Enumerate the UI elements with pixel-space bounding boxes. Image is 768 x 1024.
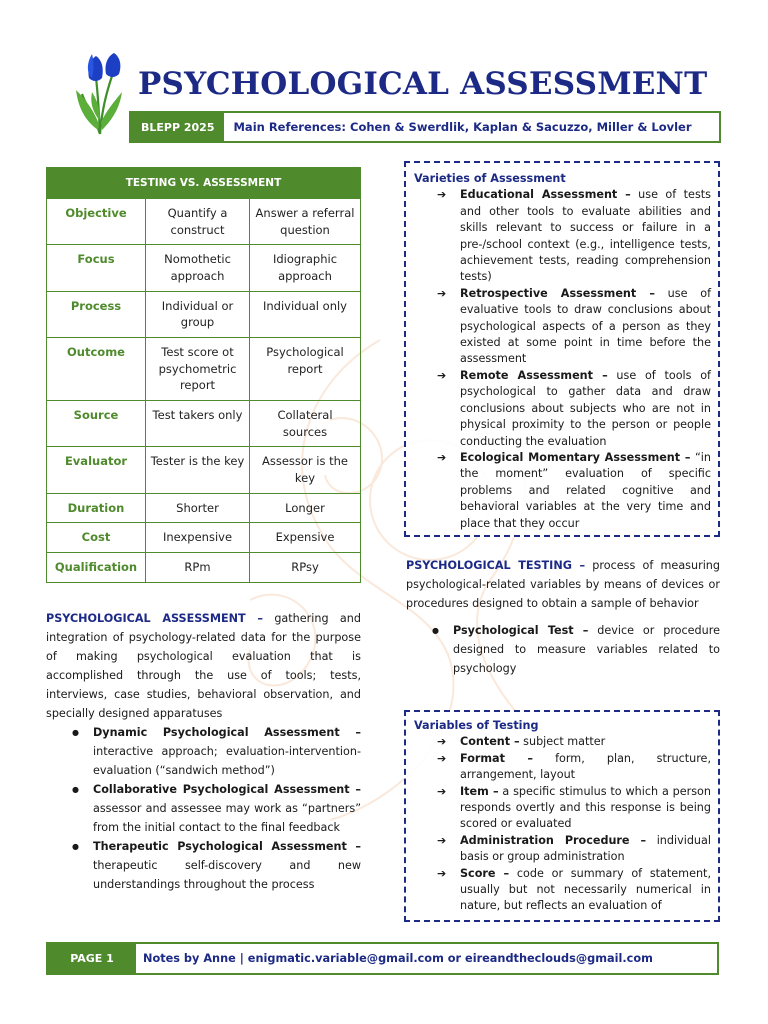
testing-term: PSYCHOLOGICAL TESTING – (406, 559, 586, 572)
item-text: therapeutic self-discovery and new understandings throughout the process (93, 859, 361, 891)
assessment-types-list (46, 723, 361, 894)
item-term: Item – (460, 784, 499, 798)
list-item (414, 286, 711, 368)
list-item (414, 866, 711, 915)
item-text: interactive approach; evaluation-intervention-evaluation (“sandwich method”) (93, 745, 361, 777)
list-item (46, 723, 361, 780)
testing-definition (406, 556, 720, 678)
variables-title: Variables of Testing (414, 719, 539, 732)
varieties-title: Varieties of Assessment (414, 172, 566, 185)
item-term: Retrospective Assessment – (460, 286, 655, 300)
item-text: form, plan, structure, arrangement, layout (460, 751, 711, 782)
page-title: PSYCHOLOGICAL ASSESSMENT (138, 66, 708, 102)
list-item (414, 751, 711, 784)
item-term: Score – (460, 866, 510, 880)
item-term: Content – (460, 735, 520, 749)
testing-cell: Test takers only (146, 401, 250, 447)
item-term: Ecological Momentary Assessment – (460, 450, 691, 464)
variables-box (404, 710, 720, 922)
list-item (46, 780, 361, 837)
testing-cell: Test score ot psychometric report (146, 338, 250, 401)
item-text: individual basis or group administration (460, 833, 711, 864)
tulip-icon (72, 50, 128, 136)
testing-list (406, 621, 720, 678)
table-row (47, 199, 361, 245)
list-item (414, 833, 711, 866)
table-title: TESTING VS. ASSESSMENT (47, 168, 361, 199)
assessment-cell: Individual only (250, 291, 361, 337)
row-label: Source (47, 401, 146, 447)
assessment-cell: Longer (250, 493, 361, 523)
item-term: Dynamic Psychological Assessment – (93, 726, 361, 739)
row-label: Cost (47, 523, 146, 553)
testing-cell: Nomothetic approach (146, 245, 250, 291)
list-item (414, 368, 711, 450)
item-text: code or summary of statement, usually but not necessarily numerical in nature, but reflects an evaluation of (460, 866, 712, 913)
list-item (414, 784, 711, 833)
list-item (406, 621, 720, 678)
testing-cell: Inexpensive (146, 523, 250, 553)
variables-list (414, 734, 711, 914)
table-row (47, 447, 361, 493)
table-row (47, 493, 361, 523)
assessment-cell: Assessor is the key (250, 447, 361, 493)
row-label: Duration (47, 493, 146, 523)
list-item (414, 734, 711, 750)
item-term: Format – (460, 751, 533, 765)
assessment-cell: Expensive (250, 523, 361, 553)
table-row (47, 338, 361, 401)
row-label: Process (47, 291, 146, 337)
varieties-list (414, 187, 711, 532)
item-term: Educational Assessment – (460, 188, 631, 202)
exam-tag: BLEPP 2025 (131, 113, 224, 141)
item-term: Remote Assessment – (460, 368, 608, 382)
item-text: device or procedure designed to measure variables related to psychology (453, 624, 720, 675)
assessment-text: gathering and integration of psychology-related data for the purpose of making psychological evaluation that is accomplished through the use of tools; tests, interviews, case studies, behavioral observation, and specially designed apparatuses (46, 612, 361, 720)
item-text: a specific stimulus to which a person responds overtly and this response is being scored or evaluated (460, 784, 711, 831)
assessment-cell: Psychological report (250, 338, 361, 401)
row-label: Focus (47, 245, 146, 291)
assessment-cell: Answer a referral question (250, 199, 361, 245)
assessment-definition (46, 609, 361, 894)
item-text: use of evaluative tools to draw conclusions about psychological aspects of a person as they existed at some point in time before the assessment (460, 286, 712, 366)
testing-cell: Shorter (146, 493, 250, 523)
footer-notes: Notes by Anne | enigmatic.variable@gmail.com or eireandtheclouds@gmail.com (143, 952, 653, 965)
item-text: use of tests and other tools to evaluate abilities and skills relevant to success or failure in a pre-/school context (e.g., intelligence tests, achievement tests, reading comprehension tests) (460, 188, 711, 284)
item-text: use of tools of psychological to gather data and draw conclusions about subjects who are not in physical proximity to the person or people conducting the evaluation (460, 368, 711, 448)
item-term: Collaborative Psychological Assessment – (93, 783, 361, 796)
item-term: Therapeutic Psychological Assessment – (93, 840, 361, 853)
testing-text: process of measuring psychological-related variables by means of devices or procedures designed to obtain a sample of behavior (406, 559, 720, 610)
item-text: “in the moment” evaluation of specific problems and related cognitive and behavioral variables at the very time and place that they occur (460, 450, 711, 530)
testing-cell: RPm (146, 553, 250, 583)
item-term: Psychological Test – (453, 624, 589, 637)
testing-cell: Quantify a construct (146, 199, 250, 245)
list-item (414, 187, 711, 285)
page-number: PAGE 1 (48, 944, 136, 973)
assessment-term: PSYCHOLOGICAL ASSESSMENT – (46, 612, 263, 625)
table-row (47, 553, 361, 583)
footer (46, 942, 719, 975)
header-bar (129, 111, 721, 143)
table-row (47, 523, 361, 553)
row-label: Evaluator (47, 447, 146, 493)
testing-cell: Tester is the key (146, 447, 250, 493)
row-label: Outcome (47, 338, 146, 401)
assessment-cell: Collateral sources (250, 401, 361, 447)
row-label: Objective (47, 199, 146, 245)
item-term: Administration Procedure – (460, 833, 647, 847)
table-row (47, 245, 361, 291)
testing-cell: Individual or group (146, 291, 250, 337)
list-item (414, 450, 711, 532)
assessment-cell: RPsy (250, 553, 361, 583)
testing-vs-assessment-table (46, 167, 361, 583)
item-text: subject matter (519, 735, 606, 749)
references: Main References: Cohen & Swerdlik, Kaplan & Sacuzzo, Miller & Lovler (233, 120, 692, 134)
item-text: assessor and assessee may work as “partners” from the initial contact to the final feedback (93, 802, 361, 834)
table-row (47, 401, 361, 447)
list-item (46, 837, 361, 894)
varieties-box (404, 161, 720, 537)
row-label: Qualification (47, 553, 146, 583)
table-row (47, 291, 361, 337)
assessment-cell: Idiographic approach (250, 245, 361, 291)
